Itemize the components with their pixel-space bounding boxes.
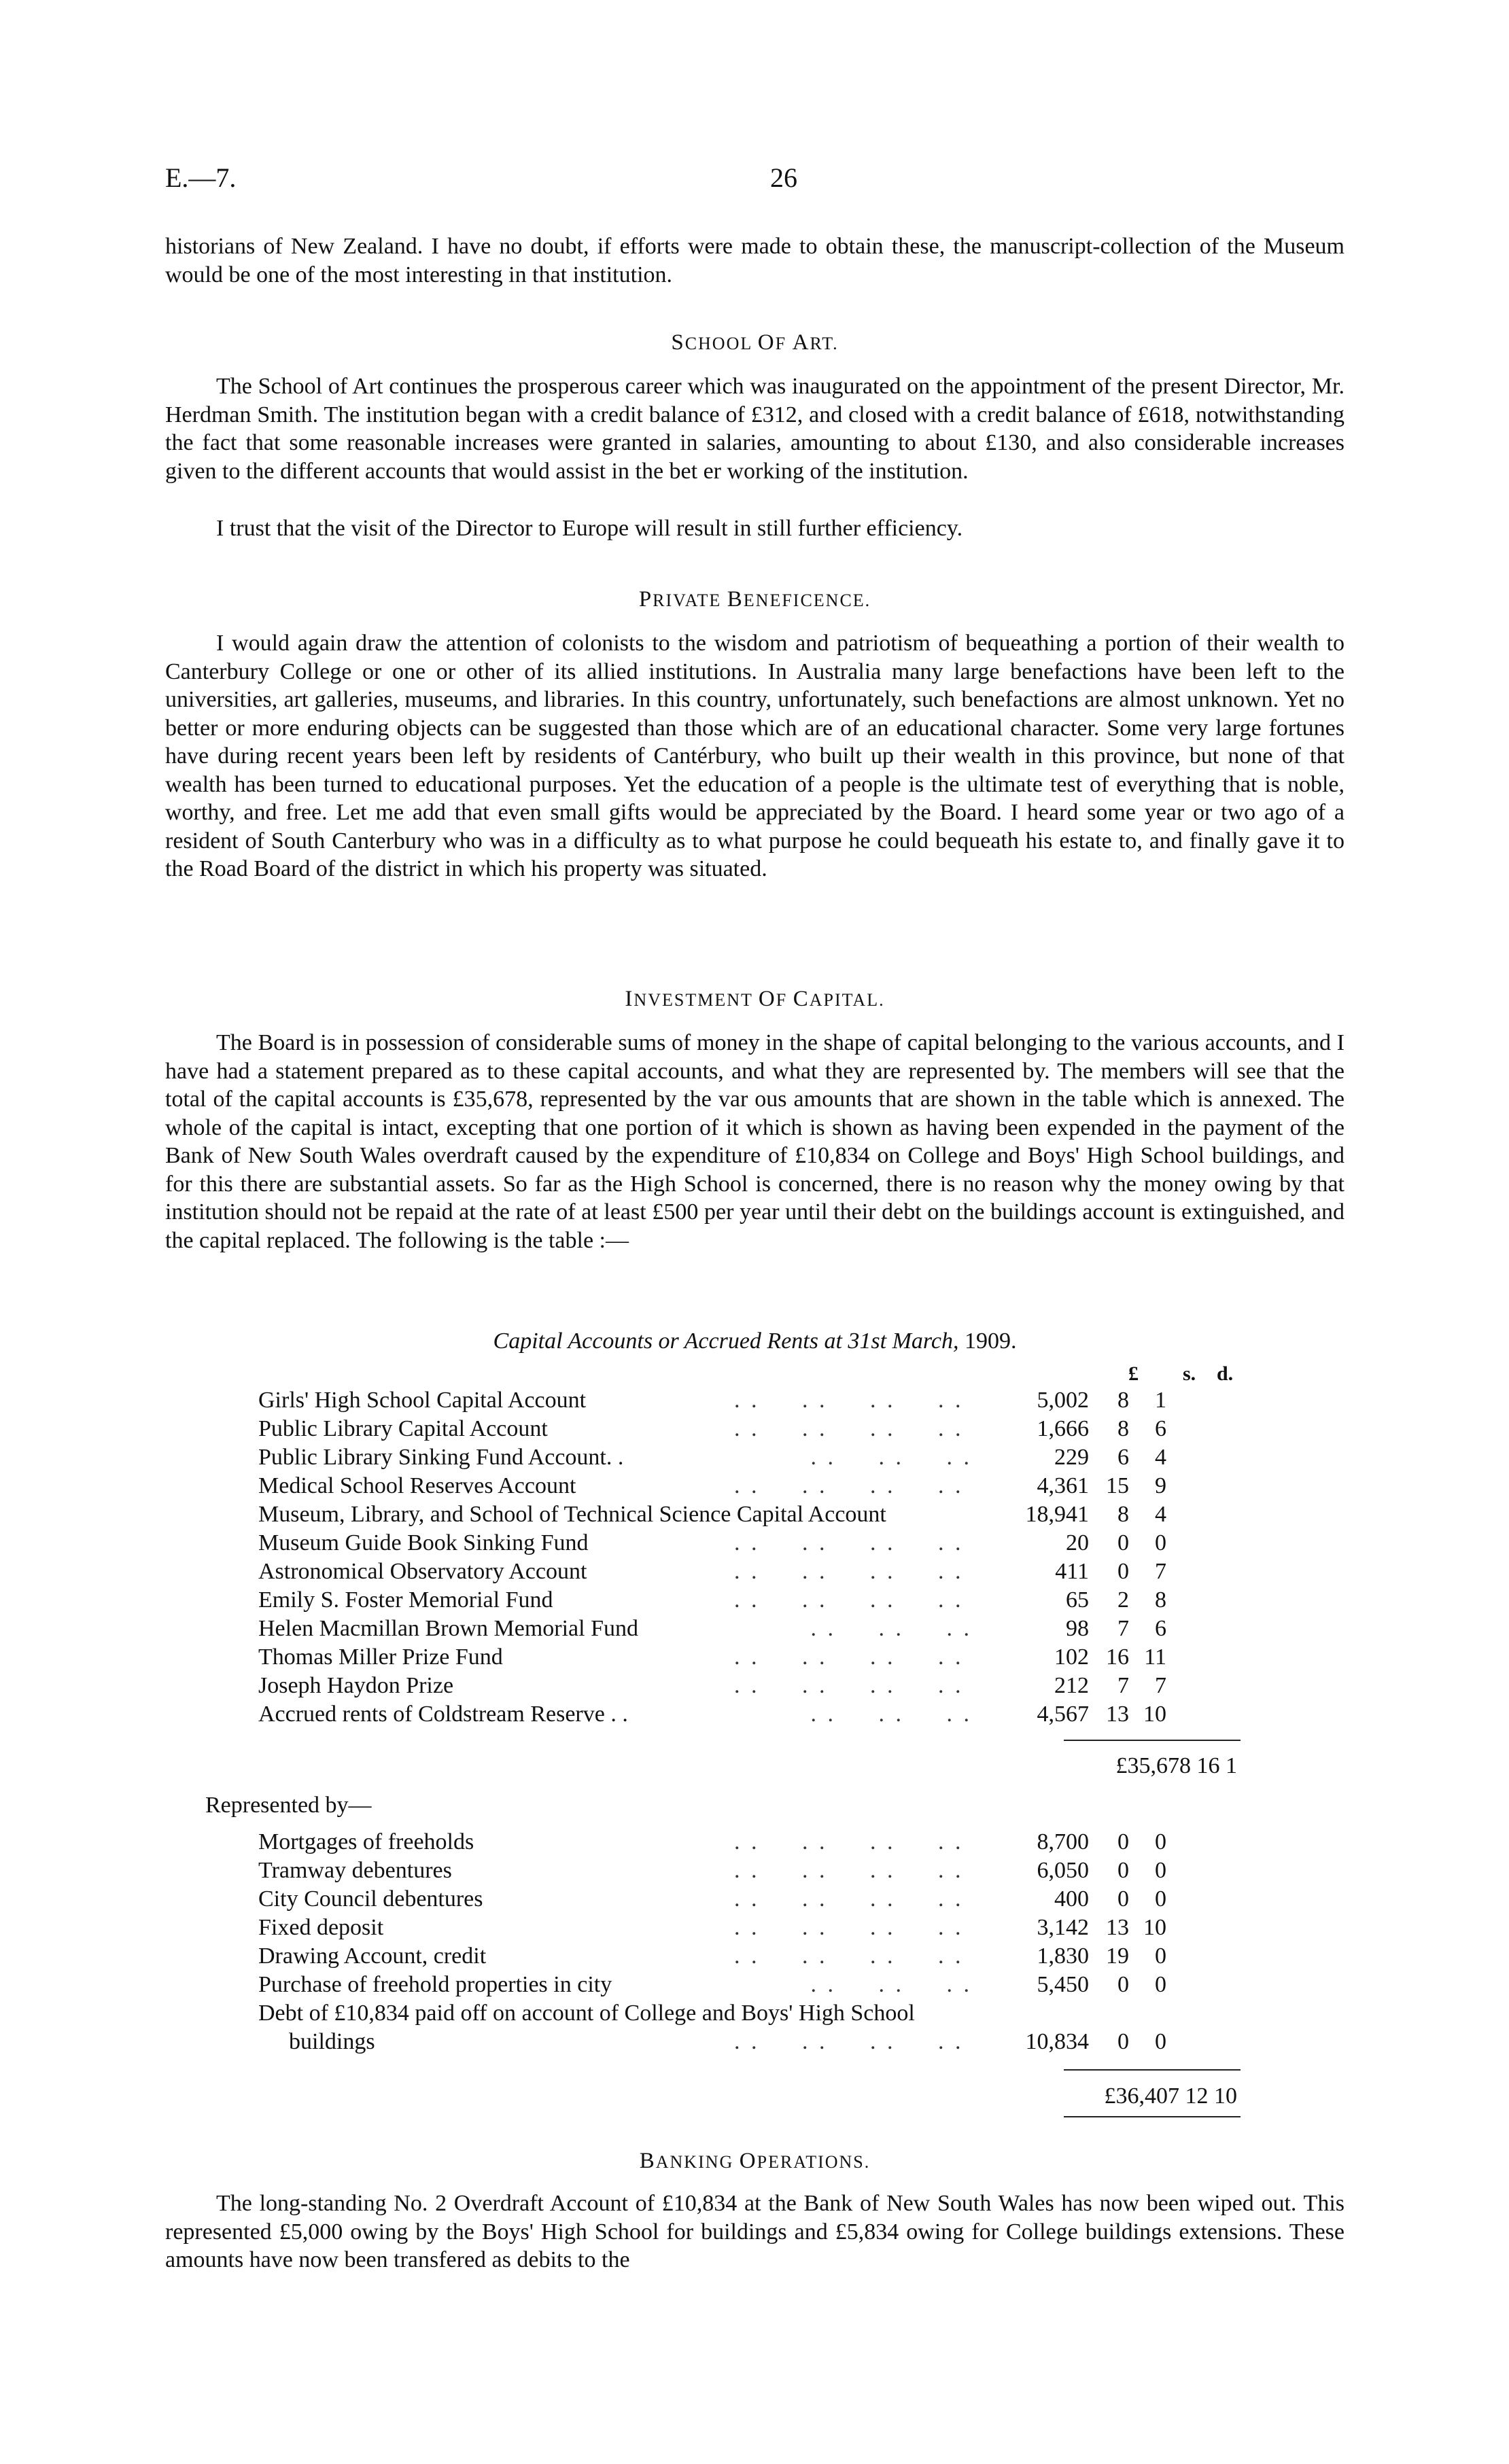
account-pence: 10 xyxy=(1143,1702,1166,1727)
account-label: Thomas Miller Prize Fund xyxy=(258,1644,503,1670)
account-pounds: 229 xyxy=(1054,1445,1089,1470)
account-pence: 4 xyxy=(1155,1502,1166,1527)
account-row xyxy=(258,1557,1237,1586)
leader-dots: . . . . . . xyxy=(734,1445,972,1470)
account-pence: 9 xyxy=(1155,1473,1166,1498)
holding-shillings: 0 xyxy=(1117,1829,1129,1854)
table-caption-text: Capital Accounts or Accrued Rents at 31st March, xyxy=(493,1328,959,1354)
account-label: Astronomical Observatory Account xyxy=(258,1559,587,1584)
holding-row xyxy=(258,1885,1237,1914)
account-pence: 7 xyxy=(1155,1559,1166,1584)
school-of-art-paragraph-1: The School of Art continues the prosperous career which was inaugurated on the appointment of the present Director, Mr. Herdman Smith. The institution began with a credit balance of £312, and closed with a credit balance of £618, notwithstanding the fact that some reasonable increases were granted in salaries, amounting to about £130, and also considerable increases given to the different accounts that would assist in the bet er working of the institution. xyxy=(165,374,1345,484)
leader-dots: . . . . . . . . xyxy=(734,1915,964,1940)
represented-by-label: Represented by— xyxy=(205,1793,372,1818)
holding-shillings: 19 xyxy=(1106,1943,1129,1969)
table-caption-year: 1909. xyxy=(964,1328,1017,1354)
leader-dots: . . . . . . . . xyxy=(734,1530,964,1555)
holding-row xyxy=(258,1971,1237,1999)
account-label: Public Library Sinking Fund Account. . xyxy=(258,1445,624,1470)
holding-shillings: 0 xyxy=(1117,1886,1129,1912)
column-shillings: s. xyxy=(1183,1362,1196,1385)
account-label: Medical School Reserves Account xyxy=(258,1473,576,1498)
holding-label: Mortgages of freeholds xyxy=(258,1829,474,1854)
holding-label: Drawing Account, credit xyxy=(258,1943,487,1969)
private-beneficence-paragraph: I would again draw the attention of colonists to the wisdom and patriotism of bequeathing a portion of their wealth to Canterbury College or one or other of its allied institutions. In Australia many large benefactions have been left to the universities, art galleries, museums, and libraries. In this country, unfortunately, such benefactions are almost unknown. Yet no better or more enduring objects can be suggested than those which are of an educational character. Some very large fortunes have during recent years been left by residents of Cantérbury, who built up their wealth in this province, but none of that wealth has been turned to educational purposes. Yet the education of a people is the ultimate test of everything that is noble, worthy, and free. Let me add that even small gifts would be appreciated by the Board. I heard some year or two ago of a resident of South Canterbury who was in a difficulty as to what purpose he could bequeath his estate to, and finally gave it to the Road Board of the district in which his property was situated. xyxy=(165,631,1345,881)
holding-row xyxy=(258,1856,1237,1885)
holding-shillings: 0 xyxy=(1117,1972,1129,1997)
school-of-art-paragraph-2: I trust that the visit of the Director to Europe will result in still further efficiency. xyxy=(216,516,963,541)
leader-dots: . . . . . . . . xyxy=(734,1673,964,1698)
account-pounds: 18,941 xyxy=(1025,1502,1089,1527)
account-shillings: 7 xyxy=(1117,1616,1129,1641)
holding-shillings: 13 xyxy=(1106,1915,1129,1940)
account-pounds: 20 xyxy=(1066,1530,1089,1555)
account-pence: 6 xyxy=(1155,1416,1166,1441)
total-holdings-row xyxy=(258,2082,1237,2111)
leader-dots: . . . . . . . . xyxy=(734,2029,964,2054)
holding-pence: 0 xyxy=(1155,2029,1166,2054)
holding-row xyxy=(258,1942,1237,1971)
account-pence: 8 xyxy=(1155,1587,1166,1613)
total-holdings-value: £36,407 12 10 xyxy=(1104,2083,1237,2109)
account-pounds: 102 xyxy=(1054,1644,1089,1670)
account-row xyxy=(258,1586,1237,1615)
holding-shillings: 0 xyxy=(1117,2029,1129,2054)
table-caption xyxy=(165,1328,1345,1354)
leader-dots: . . . . . . . . xyxy=(734,1473,964,1498)
account-pence: 6 xyxy=(1155,1616,1166,1641)
banking-heading: BANKING OPERATIONS. xyxy=(639,2149,871,2173)
account-pounds: 5,002 xyxy=(1037,1388,1089,1413)
account-pounds: 212 xyxy=(1054,1673,1089,1698)
holding-row xyxy=(258,1914,1237,1942)
account-shillings: 0 xyxy=(1117,1559,1129,1584)
column-pence: d. xyxy=(1217,1362,1234,1385)
account-pence: 7 xyxy=(1155,1673,1166,1698)
investment-heading: INVESTMENT OF CAPITAL. xyxy=(625,987,885,1011)
account-label: Accrued rents of Coldstream Reserve . . xyxy=(258,1702,628,1727)
account-pounds: 1,666 xyxy=(1037,1416,1089,1441)
account-pence: 4 xyxy=(1155,1445,1166,1470)
account-shillings: 15 xyxy=(1106,1473,1129,1498)
page-number: 26 xyxy=(770,162,797,193)
holding-label: Purchase of freehold properties in city xyxy=(258,1972,612,1997)
leader-dots: . . . . . . . . xyxy=(734,1388,964,1413)
leader-dots: . . . . . . xyxy=(734,1972,972,1997)
account-label: Helen Macmillan Brown Memorial Fund xyxy=(258,1616,639,1641)
holding-pence: 10 xyxy=(1143,1915,1166,1940)
account-shillings: 8 xyxy=(1117,1388,1129,1413)
account-pounds: 98 xyxy=(1066,1616,1089,1641)
column-pounds: £ xyxy=(1128,1362,1139,1385)
leader-dots: . . . . . . xyxy=(734,1702,972,1727)
subtotal-rule xyxy=(1064,1740,1241,1741)
account-row xyxy=(258,1386,1237,1415)
holding-label: Tramway debentures xyxy=(258,1858,452,1883)
account-shillings: 16 xyxy=(1106,1644,1129,1670)
investment-paragraph: The Board is in possession of considerable sums of money in the shape of capital belonging to the various accounts, and I have had a statement prepared as to these capital accounts, and what they are represented by. The members will see that the total of the capital accounts is £35,678, represented by the var ous amounts that are shown in the table which is annexed. The whole of the capital is intact, excepting that one portion of it which is shown as having been expended in the payment of the Bank of New South Wales overdraft caused by the expenditure of £10,834 on College and Boys' High School buildings, and for this there are substantial assets. So far as the High School is concerned, there is no reason why the money owing by that institution should not be repaid at the rate of at least £500 per year until their debt on the buildings account is extinguished, and the capital replaced. The following is the table :— xyxy=(165,1030,1345,1253)
account-shillings: 8 xyxy=(1117,1502,1129,1527)
holding-label: buildings xyxy=(289,2029,375,2054)
account-row xyxy=(258,1443,1237,1472)
holding-pounds: 1,830 xyxy=(1037,1943,1089,1969)
total-accounts-value: £35,678 16 1 xyxy=(1115,1753,1237,1778)
holding-pounds: 10,834 xyxy=(1025,2029,1089,2054)
account-label: Emily S. Foster Memorial Fund xyxy=(258,1587,553,1613)
account-pence: 1 xyxy=(1155,1388,1166,1413)
holding-pence: 0 xyxy=(1155,1972,1166,1997)
holding-shillings: 0 xyxy=(1117,1858,1129,1883)
holding-label: City Council debentures xyxy=(258,1886,483,1912)
holding-pence: 0 xyxy=(1155,1943,1166,1969)
account-shillings: 8 xyxy=(1117,1416,1129,1441)
intro-paragraph: historians of New Zealand. I have no doubt, if efforts were made to obtain these, the manuscript-collection of the Museum would be one of the most interesting in that institution. xyxy=(165,234,1345,287)
account-row xyxy=(258,1472,1237,1500)
leader-dots: . . . . . . . . xyxy=(734,1943,964,1969)
account-shillings: 6 xyxy=(1117,1445,1129,1470)
account-shillings: 0 xyxy=(1117,1530,1129,1555)
holding-pounds: 5,450 xyxy=(1037,1972,1089,1997)
account-label: Joseph Haydon Prize xyxy=(258,1673,454,1698)
total-rule-bottom xyxy=(1064,2116,1241,2117)
account-row xyxy=(258,1643,1237,1672)
holding-pounds: 8,700 xyxy=(1037,1829,1089,1854)
leader-dots: . . . . . . . . xyxy=(734,1886,964,1912)
account-row xyxy=(258,1415,1237,1443)
school-of-art-heading: SCHOOL OF ART. xyxy=(671,330,839,355)
leader-dots: . . . . . . . . xyxy=(734,1559,964,1584)
document-reference: E.—7. xyxy=(165,162,237,193)
leader-dots: . . . . . . . . xyxy=(734,1587,964,1613)
account-pounds: 4,567 xyxy=(1037,1702,1089,1727)
banking-paragraph: The long-standing No. 2 Overdraft Account of £10,834 at the Bank of New South Wales has now been wiped out. This represented £5,000 owing by the Boys' High School for buildings and £5,834 owing for College buildings extensions. These amounts have now been transfered as debits to the xyxy=(165,2191,1345,2272)
page-header xyxy=(165,162,1345,203)
account-pounds: 65 xyxy=(1066,1587,1089,1613)
leader-dots: . . . . . . . . xyxy=(734,1644,964,1670)
account-label: Museum Guide Book Sinking Fund xyxy=(258,1530,589,1555)
leader-dots: . . . . . . xyxy=(734,1616,972,1641)
account-pence: 11 xyxy=(1144,1644,1166,1670)
holding-row xyxy=(258,1828,1237,1856)
total-accounts-row xyxy=(258,1752,1237,1780)
account-row xyxy=(258,1615,1237,1643)
account-row xyxy=(258,1500,1237,1529)
leader-dots: . . . . . . . . xyxy=(734,1829,964,1854)
holding-label: Fixed deposit xyxy=(258,1915,384,1940)
account-row xyxy=(258,1700,1237,1729)
account-row xyxy=(258,1529,1237,1557)
holding-pounds: 3,142 xyxy=(1037,1915,1089,1940)
account-shillings: 13 xyxy=(1106,1702,1129,1727)
holding-pence: 0 xyxy=(1155,1858,1166,1883)
holding-pounds: 400 xyxy=(1054,1886,1089,1912)
account-pence: 0 xyxy=(1155,1530,1166,1555)
holding-pence: 0 xyxy=(1155,1886,1166,1912)
holding-label: Debt of £10,834 paid off on account of College and Boys' High School xyxy=(258,2001,915,2026)
leader-dots: . . . . . . . . xyxy=(734,1416,964,1441)
holding-row xyxy=(258,1999,1237,2028)
holding-pence: 0 xyxy=(1155,1829,1166,1854)
account-row xyxy=(258,1672,1237,1700)
account-label: Girls' High School Capital Account xyxy=(258,1388,587,1413)
private-beneficence-heading: PRIVATE BENEFICENCE. xyxy=(638,587,871,612)
account-shillings: 7 xyxy=(1117,1673,1129,1698)
holding-pounds: 6,050 xyxy=(1037,1858,1089,1883)
holding-row xyxy=(258,2028,1237,2056)
total-rule-top xyxy=(1064,2069,1241,2071)
account-label: Museum, Library, and School of Technical Science Capital Account xyxy=(258,1502,886,1527)
account-shillings: 2 xyxy=(1117,1587,1129,1613)
account-pounds: 411 xyxy=(1055,1559,1089,1584)
account-label: Public Library Capital Account xyxy=(258,1416,548,1441)
leader-dots: . . . . . . . . xyxy=(734,1858,964,1883)
account-pounds: 4,361 xyxy=(1037,1473,1089,1498)
